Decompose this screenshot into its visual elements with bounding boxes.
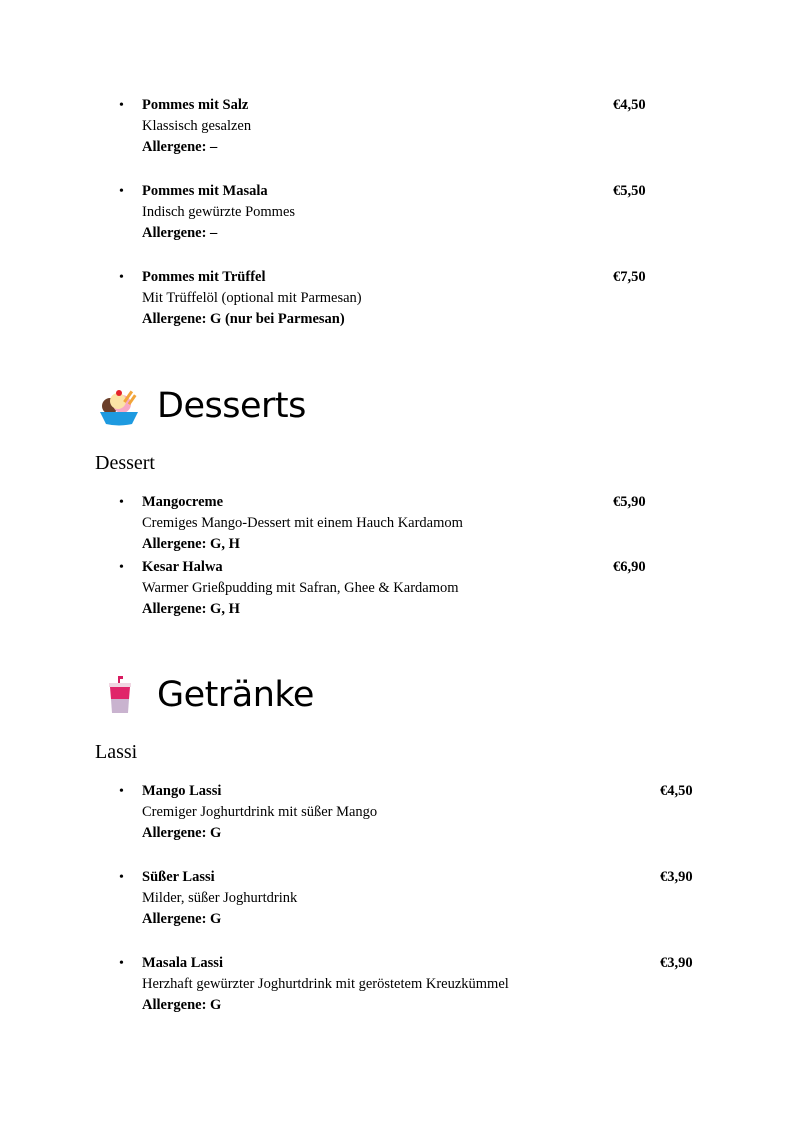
- bullet: •: [119, 98, 124, 113]
- drink-cup-icon: [97, 675, 143, 719]
- item-name: Mangocreme: [142, 494, 224, 510]
- item-allergens: Allergene: G: [142, 825, 222, 841]
- item-description: Warmer Grießpudding mit Safran, Ghee & Kardamom: [142, 580, 459, 596]
- item-name: Pommes mit Salz: [142, 97, 249, 113]
- item-description: Klassisch gesalzen: [142, 118, 252, 134]
- item-price: €4,50: [660, 783, 693, 799]
- bullet: •: [119, 184, 124, 199]
- item-description: Mit Trüffelöl (optional mit Parmesan): [142, 290, 362, 306]
- item-price: €5,50: [613, 183, 646, 199]
- item-price: €3,90: [660, 869, 693, 885]
- item-price: €5,90: [613, 494, 646, 510]
- item-name: Pommes mit Masala: [142, 183, 268, 199]
- item-description: Herzhaft gewürzter Joghurtdrink mit geröstetem Kreuzkümmel: [142, 976, 509, 992]
- item-price: €6,90: [613, 559, 646, 575]
- item-description: Indisch gewürzte Pommes: [142, 204, 296, 220]
- item-allergens: Allergene: G: [142, 911, 222, 927]
- item-allergens: Allergene: –: [142, 139, 218, 155]
- section-title-label: Desserts: [157, 386, 306, 426]
- bullet: •: [119, 270, 124, 285]
- item-name: Mango Lassi: [142, 783, 222, 799]
- bullet: •: [119, 870, 124, 885]
- item-name: Kesar Halwa: [142, 559, 223, 575]
- section-title-label: Getränke: [157, 675, 314, 715]
- subheading: Dessert: [95, 452, 155, 474]
- item-allergens: Allergene: –: [142, 225, 218, 241]
- item-description: Milder, süßer Joghurtdrink: [142, 890, 298, 906]
- item-description: Cremiger Joghurtdrink mit süßer Mango: [142, 804, 378, 820]
- item-name: Masala Lassi: [142, 955, 223, 971]
- bullet: •: [119, 784, 124, 799]
- item-description: Cremiges Mango-Dessert mit einem Hauch Kardamom: [142, 515, 463, 531]
- bullet: •: [119, 560, 124, 575]
- ice-cream-bowl-icon: [97, 386, 143, 430]
- item-allergens: Allergene: G, H: [142, 536, 240, 552]
- item-price: €3,90: [660, 955, 693, 971]
- item-allergens: Allergene: G (nur bei Parmesan): [142, 311, 345, 327]
- item-name: Pommes mit Trüffel: [142, 269, 266, 285]
- bullet: •: [119, 956, 124, 971]
- item-name: Süßer Lassi: [142, 869, 215, 885]
- item-allergens: Allergene: G, H: [142, 601, 240, 617]
- item-price: €4,50: [613, 97, 646, 113]
- subheading: Lassi: [95, 741, 138, 763]
- item-allergens: Allergene: G: [142, 997, 222, 1013]
- item-price: €7,50: [613, 269, 646, 285]
- bullet: •: [119, 495, 124, 510]
